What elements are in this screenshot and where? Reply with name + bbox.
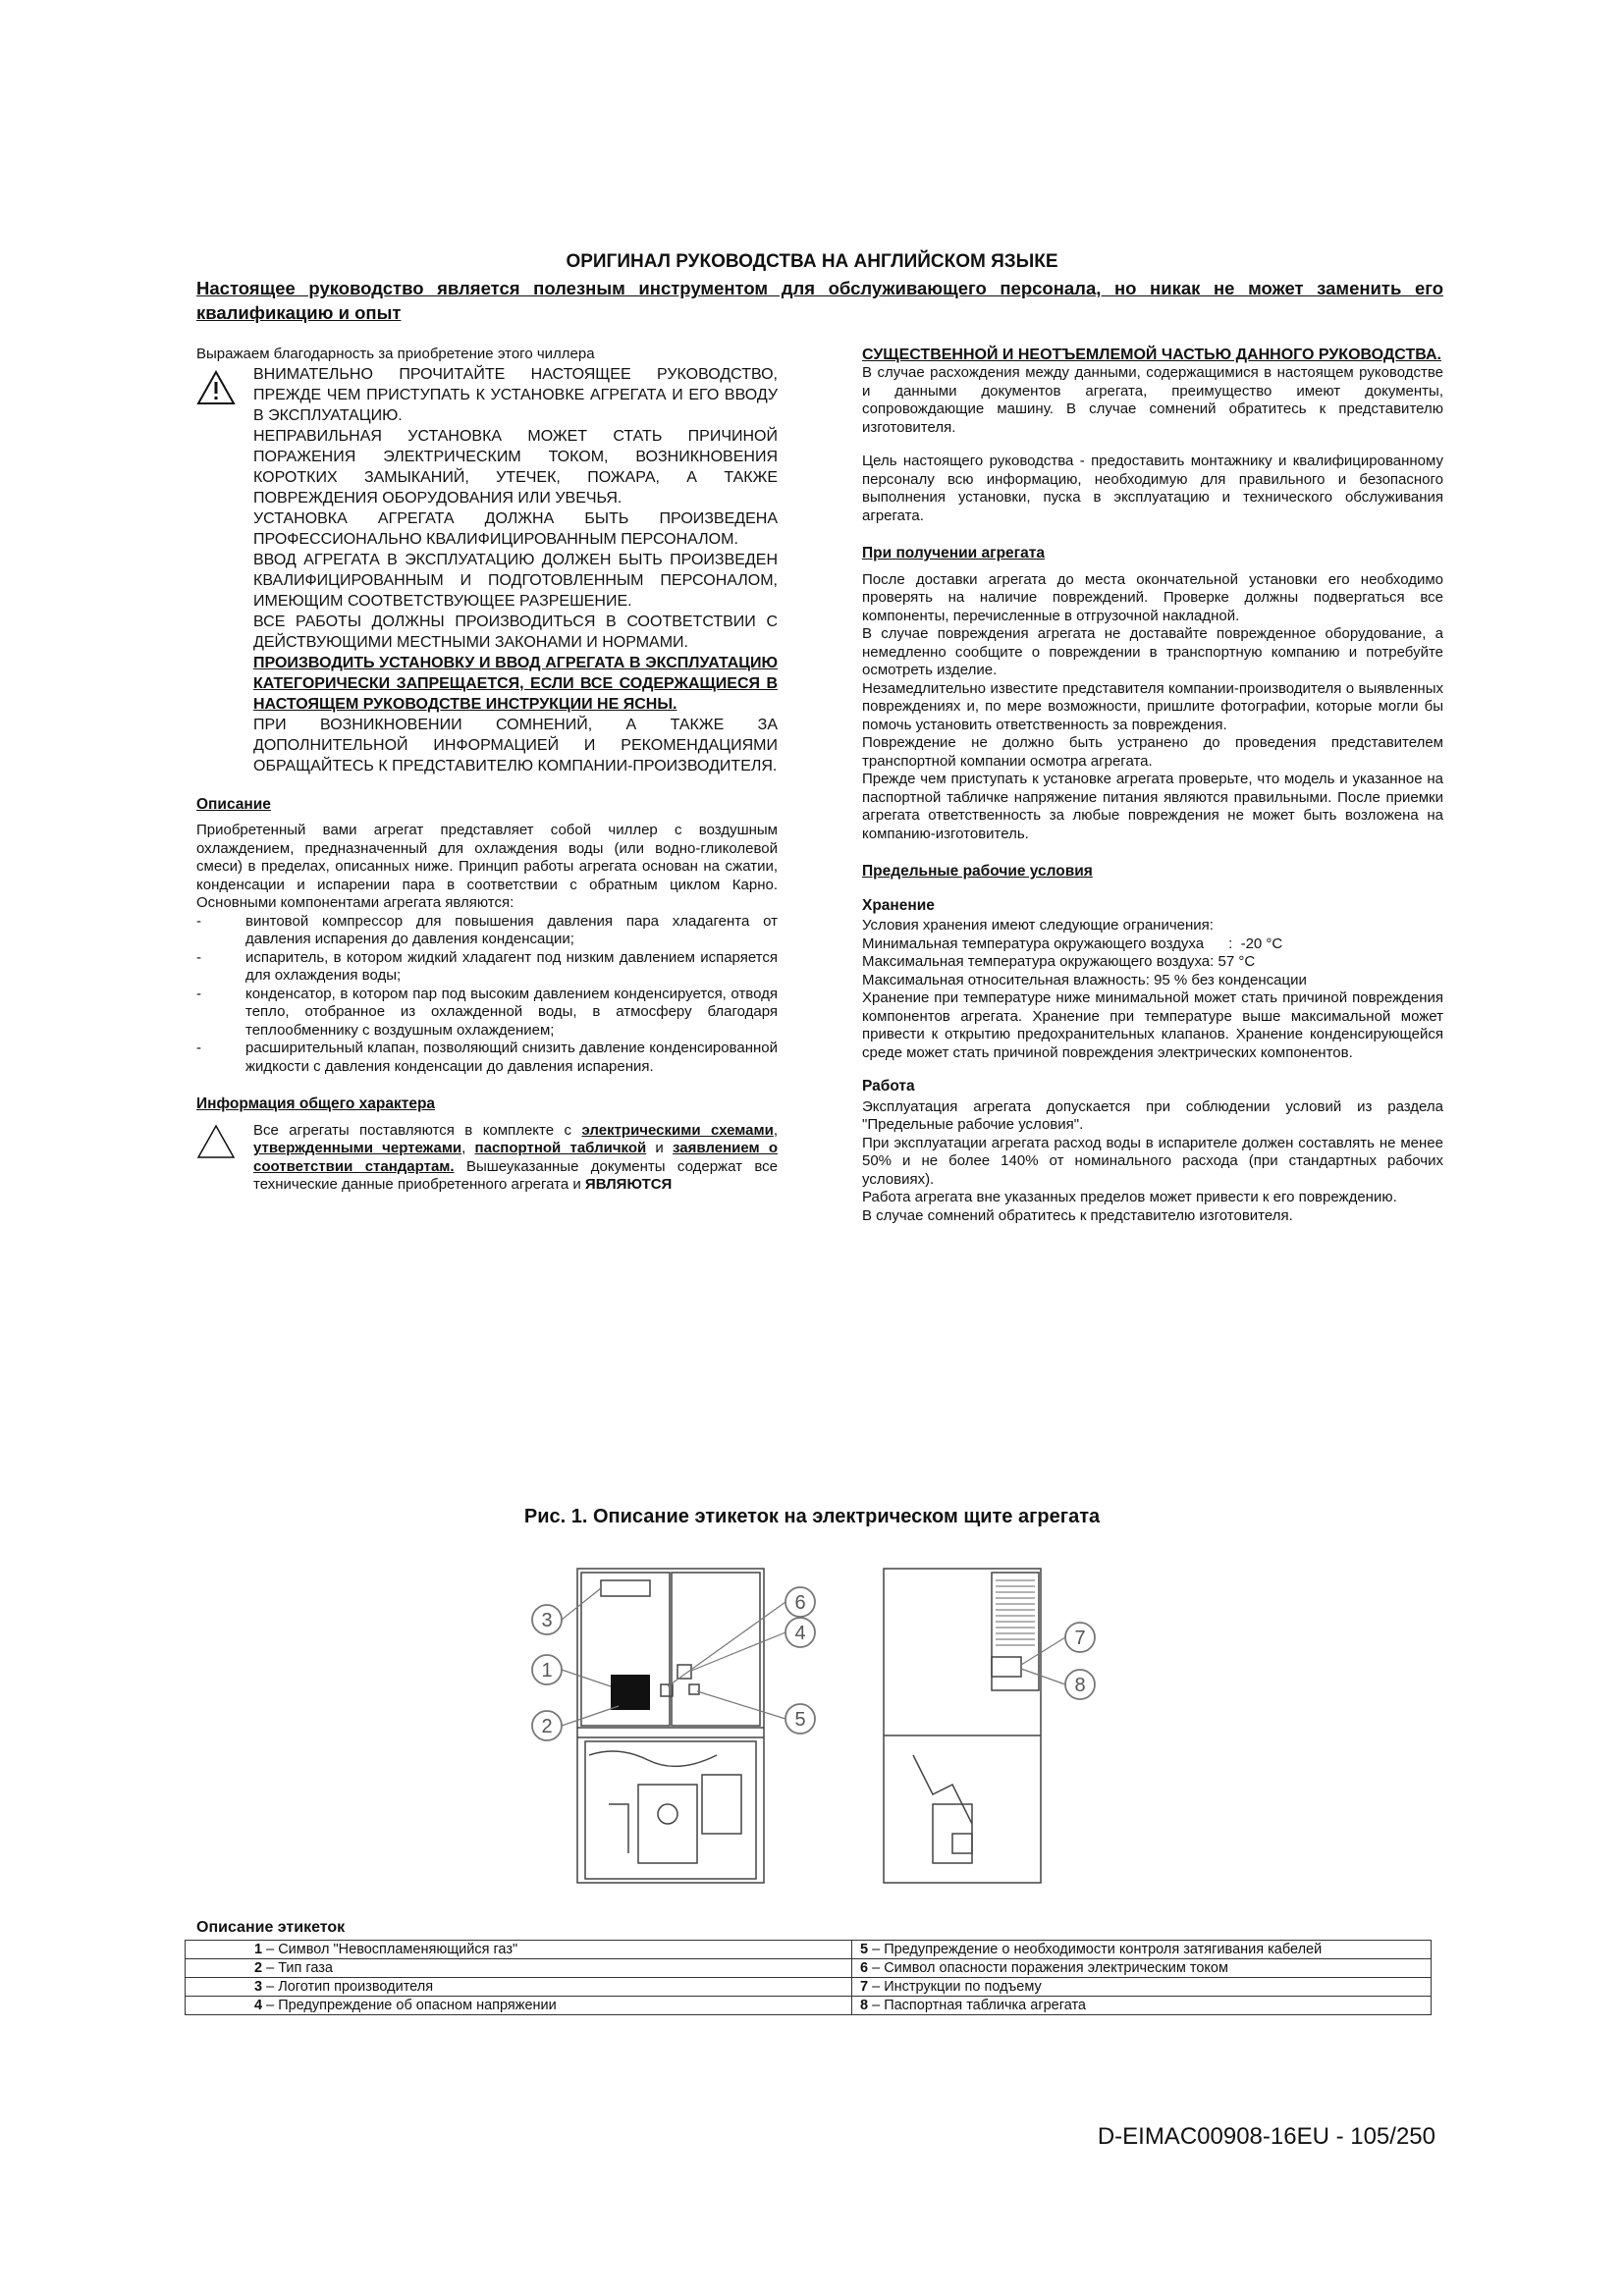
list-item: - расширительный клапан, позволяющий снизить давление конденсированной жидкости с давления конденсации до давления испарения.: [196, 1040, 778, 1076]
right-paragraph: Цель настоящего руководства - предоставить монтажнику и квалифицированному персоналу всю информацию, необходимую для правильного и безопасного выполнения установки, пуска в эксплуатацию и технического обслуживания агрегата.: [862, 453, 1443, 524]
callout-7: 7: [1074, 1628, 1086, 1649]
callout-2: 2: [541, 1716, 553, 1737]
label-text: – Тип газа: [262, 1960, 333, 1976]
components-list: [196, 913, 778, 1077]
table-row: [186, 1959, 1432, 1978]
table-row: [186, 1978, 1432, 1997]
receiving-paragraph: После доставки агрегата до места окончательной установки его необходимо проверять на наличие повреждений. Проверке должны подвергаться все компоненты, перечисленные в отгрузочной накладной.: [862, 570, 1443, 624]
receiving-paragraph: Повреждение не должно быть устранено до проведения представителем транспортной компании осмотра агрегата.: [862, 734, 1443, 770]
page-footer: D-EIMAC00908-16EU - 105/250: [1097, 2123, 1435, 2150]
label-number: 4: [254, 1998, 263, 2013]
warning-line: НЕПРАВИЛЬНАЯ УСТАНОВКА МОЖЕТ СТАТЬ ПРИЧИНОЙ ПОРАЖЕНИЯ ЭЛЕКТРИЧЕСКИМ ТОКОМ, ВОЗНИКНОВЕНИЯ КОРОТКИХ ЗАМЫКАНИЙ, УТЕЧЕК, ПОЖАРА, А ТАКЖЕ ПОВРЕЖДЕНИЯ ОБОРУДОВАНИЯ ИЛИ УВЕЧЬЯ.: [253, 427, 778, 507]
table-cell: [186, 1941, 852, 1959]
doc-conformity: заявлением о соответствии стандартам.: [253, 1140, 778, 1175]
label-number: 1: [254, 1942, 263, 1957]
label-text: – Предупреждение о необходимости контроля затягивания кабелей: [868, 1942, 1323, 1957]
text-span: Вышеуказанные документы содержат все технические данные приобретенного агрегата и: [253, 1157, 778, 1193]
label-text: – Символ опасности поражения электрическим током: [868, 1960, 1228, 1976]
warning-bold: ПРОИЗВОДИТЬ УСТАНОВКУ И ВВОД АГРЕГАТА В ЭКСПЛУАТАЦИЮ КАТЕГОРИЧЕСКИ ЗАПРЕЩАЕТСЯ, ЕСЛИ ВСЕ СОДЕРЖАЩИЕСЯ В НАСТОЯЩЕМ РУКОВОДСТВЕ ИНСТРУКЦИИ НЕ ЯСНЫ.: [253, 654, 778, 713]
callout-3: 3: [541, 1610, 553, 1631]
figure-title: Рис. 1. Описание этикеток на электрическом щите агрегата: [523, 1506, 1101, 1527]
storage-line: Максимальная относительная влажность: 95 % без конденсации: [862, 971, 1307, 988]
label-1-box: [611, 1675, 650, 1710]
general-info-block: [196, 1122, 778, 1195]
limits-heading: Предельные рабочие условия: [862, 863, 1093, 880]
table-cell: [186, 1978, 852, 1997]
storage-line: Условия хранения имеют следующие ограничения:: [862, 917, 1214, 934]
storage-line: Минимальная температура окружающего воздуха : -20 °C: [862, 934, 1283, 952]
list-item: - конденсатор, в котором пар под высоким давлением конденсируется, отводя тепло, отобранное из охлажденной воды, в атмосферу благодаря теплообменнику с воздушным охлаждением;: [196, 986, 778, 1041]
text-span: и: [646, 1140, 674, 1156]
warning-triangle-icon: [196, 370, 236, 405]
warning-line: ВВОД АГРЕГАТА В ЭКСПЛУАТАЦИЮ ДОЛЖЕН БЫТЬ ПРОИЗВЕДЕН КВАЛИФИЦИРОВАННЫМ И ПОДГОТОВЛЕННЫМ ПЕРСОНАЛОМ, ИМЕЮЩИМ СООТВЕТСТВУЮЩЕЕ РАЗРЕШЕНИЕ.: [253, 551, 778, 610]
warning-line: ВСЕ РАБОТЫ ДОЛЖНЫ ПРОИЗВОДИТЬСЯ В СООТВЕТСТВИИ С ДЕЙСТВУЮЩИМИ МЕСТНЫМИ ЗАКОНАМИ И НОРМАМИ.: [253, 613, 778, 651]
label-number: 8: [860, 1998, 869, 2013]
page-subtitle: Настоящее руководство является полезным инструментом для обслуживающего персонала, но никак не может заменить его квалификацию и опыт: [196, 278, 1443, 323]
label-number: 7: [860, 1979, 869, 1995]
work-paragraph: В случае сомнений обратитесь к представителю изготовителя.: [862, 1206, 1293, 1224]
panel-door-right: [672, 1573, 760, 1726]
work-paragraph: Работа агрегата вне указанных пределов может привести к его повреждению.: [862, 1189, 1397, 1205]
doc-nameplate: паспортной табличкой: [474, 1140, 647, 1156]
table-cell: [186, 1959, 852, 1978]
callout-4: 4: [794, 1623, 806, 1644]
table-cell: [186, 1997, 852, 2015]
warning-tail: ПРИ ВОЗНИКНОВЕНИИ СОМНЕНИЙ, А ТАКЖЕ ЗА ДОПОЛНИТЕЛЬНОЙ ИНФОРМАЦИЕЙ И РЕКОМЕНДАЦИЯМИ ОБРАЩАЙТЕСЬ К ПРЕДСТАВИТЕЛЮ КОМПАНИИ-ПРОИЗВОДИТЕЛЯ.: [253, 716, 778, 774]
work-paragraph: При эксплуатации агрегата расход воды в испарителе должен составлять не менее 50% и не более 140% от номинального расхода (при стандартных рабочих условиях).: [862, 1134, 1443, 1188]
table-cell: [852, 1978, 1432, 1997]
label-number: 2: [254, 1960, 263, 1976]
page-title: ОРИГИНАЛ РУКОВОДСТВА НА АНГЛИЙСКОМ ЯЗЫКЕ: [566, 251, 1058, 272]
label-text: – Инструкции по подъему: [868, 1979, 1042, 1995]
right-paragraph: В случае расхождения между данными, содержащимися в настоящем руководстве и данными документов агрегата, преимущество имеют документы, сопровождающие машину. В случае сомнений обратитесь к представителю изготовителя.: [862, 364, 1443, 436]
work-heading: Работа: [862, 1078, 915, 1095]
callout-6: 6: [794, 1592, 806, 1614]
right-column: [862, 346, 1443, 1225]
general-heading: Информация общего характера: [196, 1095, 436, 1112]
label-text: – Символ "Невоспламеняющийся газ": [262, 1942, 518, 1957]
list-item: - винтовой компрессор для повышения давления пара хладагента от давления испарения до давления конденсации;: [196, 913, 778, 949]
labels-heading: Описание этикеток: [196, 1919, 346, 1936]
general-info-text: [253, 1122, 778, 1195]
label-7-box: [992, 1657, 1021, 1677]
description-text: Приобретенный вами агрегат представляет собой чиллер с воздушным охлаждением, предназначенный для охлаждения воды (или водно-гликолевой смеси) в пределах, описанных ниже. Принцип работы агрегата основан на сжатии, конденсации и испарении пара в соответствии с обратным циклом Карно. Основными компонентами агрегата являются:: [196, 822, 778, 911]
label-logo-box: [601, 1580, 650, 1596]
doc-electrical-schemes: электрическими схемами: [581, 1121, 774, 1139]
work-paragraph: Эксплуатация агрегата допускается при соблюдении условий из раздела "Предельные рабочие условия".: [862, 1097, 1443, 1133]
warning-line: УСТАНОВКА АГРЕГАТА ДОЛЖНА БЫТЬ ПРОИЗВЕДЕНА ПРОФЕССИОНАЛЬНО КВАЛИФИЦИРОВАННЫМ ПЕРСОНАЛОМ.: [253, 509, 778, 548]
text-span: Все агрегаты поставляются в комплекте с: [253, 1121, 582, 1139]
labels-table: [185, 1940, 1432, 2015]
table-cell: [852, 1997, 1432, 2015]
warning-line: ВНИМАТЕЛЬНО ПРОЧИТАЙТЕ НАСТОЯЩЕЕ РУКОВОДСТВО, ПРЕЖДЕ ЧЕМ ПРИСТУПАТЬ К УСТАНОВКЕ АГРЕГАТА И ЕГО ВВОДУ В ЭКСПЛУАТАЦИЮ.: [253, 365, 778, 424]
storage-heading: Хранение: [862, 896, 935, 914]
label-text: – Паспортная табличка агрегата: [868, 1998, 1086, 2013]
warning-block: [196, 364, 778, 776]
warning-triangle-outline-icon: [196, 1124, 236, 1159]
text-span: ,: [773, 1121, 778, 1139]
storage-line: Максимальная температура окружающего воздуха: 57 °C: [862, 953, 1256, 970]
callout-8: 8: [1074, 1675, 1086, 1696]
label-number: 3: [254, 1979, 263, 1995]
callout-1: 1: [541, 1660, 553, 1682]
list-item: - испаритель, в котором жидкий хладагент под низким давлением испаряется для охлаждения воды;: [196, 949, 778, 986]
storage-line: Хранение при температуре ниже минимальной может стать причиной повреждения компонентов агрегата. Хранение при температуре выше максимальной может привести к открытию предохранительных клапанов. Хранение конденсирующейся среде может стать причиной повреждения электрических компонентов.: [862, 989, 1443, 1061]
label-number: 5: [860, 1942, 869, 1957]
label-number: 6: [860, 1960, 869, 1976]
left-column: [196, 346, 778, 1195]
callout-5: 5: [794, 1709, 806, 1731]
thanks-text: Выражаем благодарность за приобретение этого чиллера: [196, 346, 595, 362]
table-row: [186, 1997, 1432, 2015]
table-row: [186, 1941, 1432, 1959]
text-span-bold: ЯВЛЯЮТСЯ: [584, 1176, 673, 1193]
receiving-paragraph: Незамедлительно известите представителя компании-производителя о выявленных повреждениях и, по мере возможности, пришлите фотографии, которые могли бы помочь установить ответственность за повреждения.: [862, 679, 1443, 733]
label-text: – Предупреждение об опасном напряжении: [262, 1998, 557, 2013]
electrical-panel-figure: [520, 1559, 1129, 1902]
table-cell: [852, 1959, 1432, 1978]
receiving-heading: При получении агрегата: [862, 545, 1045, 561]
table-cell: [852, 1941, 1432, 1959]
receiving-paragraph: В случае повреждения агрегата не доставайте поврежденное оборудование, а немедленно сообщите о повреждении в транспортную компанию и потребуйте осмотреть изделие.: [862, 625, 1443, 678]
receiving-paragraph: Прежде чем приступать к установке агрегата проверьте, что модель и указанное на паспортной табличке напряжение питания являются правильными. После приемки агрегата ответственность за любые повреждения не может быть возложена на компанию-изготовитель.: [862, 771, 1443, 842]
doc-approved-drawings: утвержденными чертежами: [253, 1140, 462, 1156]
right-head: СУЩЕСТВЕННОЙ И НЕОТЪЕМЛЕМОЙ ЧАСТЬЮ ДАННОГО РУКОВОДСТВА.: [862, 347, 1441, 363]
text-span: ,: [461, 1140, 475, 1156]
label-text: – Логотип производителя: [262, 1979, 434, 1995]
description-heading: Описание: [196, 795, 271, 813]
